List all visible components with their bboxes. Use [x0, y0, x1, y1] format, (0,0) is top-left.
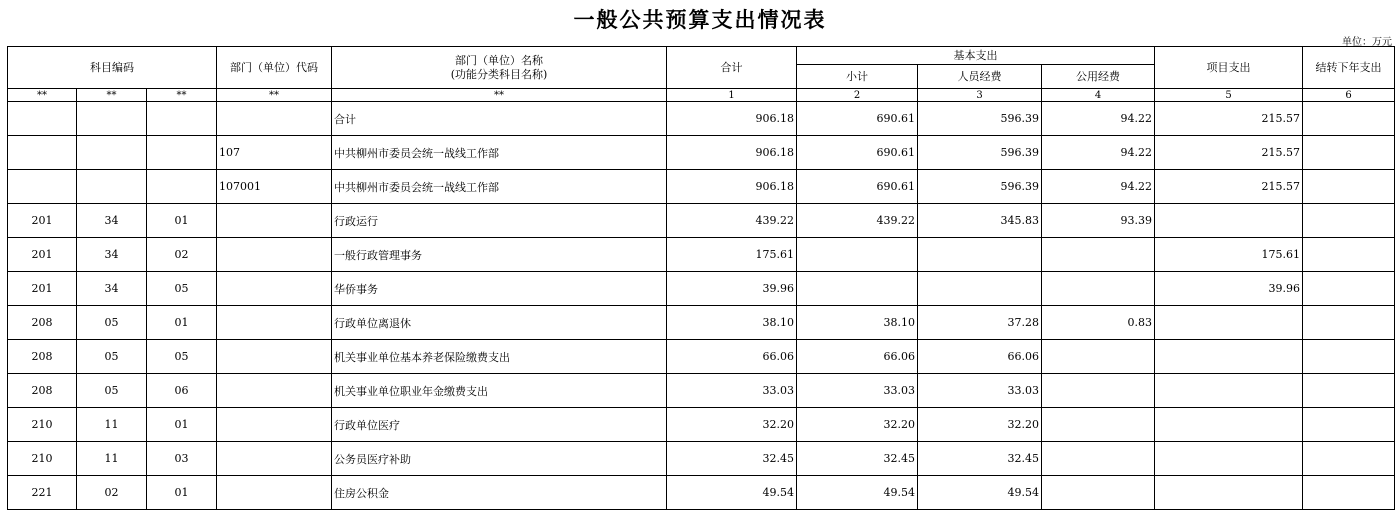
personnel-cell: 32.45: [918, 442, 1042, 476]
carryover-cell: [1303, 170, 1395, 204]
dept-name-cell: 行政运行: [332, 204, 667, 238]
total-cell: 49.54: [667, 476, 797, 510]
table-row: [8, 408, 1395, 442]
public-cell: [1042, 238, 1155, 272]
class-code-cell: [8, 136, 77, 170]
dept-code-cell: 107: [217, 136, 332, 170]
index-cell: 4: [1042, 89, 1155, 102]
dept-name-cell: 机关事业单位基本养老保险缴费支出: [332, 340, 667, 374]
sub-item-code-cell: 01: [147, 204, 217, 238]
item-code-cell: 05: [77, 374, 147, 408]
dept-name-cell: 行政单位离退休: [332, 306, 667, 340]
carryover-cell: [1303, 408, 1395, 442]
index-cell: **: [217, 89, 332, 102]
personnel-cell: 37.28: [918, 306, 1042, 340]
sub-item-code-cell: [147, 170, 217, 204]
dept-name-cell: 公务员医疗补助: [332, 442, 667, 476]
budget-table: [7, 46, 1395, 510]
dept-code-cell: [217, 374, 332, 408]
header-carryover: 结转下年支出: [1303, 47, 1395, 89]
dept-code-cell: [217, 204, 332, 238]
table-row: [8, 476, 1395, 510]
index-cell: 3: [918, 89, 1042, 102]
item-code-cell: 11: [77, 442, 147, 476]
carryover-cell: [1303, 340, 1395, 374]
project-cell: [1155, 408, 1303, 442]
table-row: [8, 170, 1395, 204]
carryover-cell: [1303, 306, 1395, 340]
index-cell: **: [8, 89, 77, 102]
project-cell: [1155, 306, 1303, 340]
public-cell: 94.22: [1042, 170, 1155, 204]
public-cell: [1042, 374, 1155, 408]
class-code-cell: 201: [8, 272, 77, 306]
dept-code-cell: [217, 306, 332, 340]
header-public: 公用经费: [1042, 65, 1155, 89]
index-row: [8, 89, 1395, 102]
sub-item-code-cell: [147, 102, 217, 136]
item-code-cell: 02: [77, 476, 147, 510]
carryover-cell: [1303, 102, 1395, 136]
total-cell: 39.96: [667, 272, 797, 306]
dept-code-cell: [217, 476, 332, 510]
personnel-cell: 66.06: [918, 340, 1042, 374]
sub-item-code-cell: 05: [147, 340, 217, 374]
class-code-cell: 201: [8, 238, 77, 272]
project-cell: [1155, 476, 1303, 510]
subtotal-cell: 439.22: [797, 204, 918, 238]
total-cell: 906.18: [667, 136, 797, 170]
index-cell: **: [77, 89, 147, 102]
table-row: [8, 306, 1395, 340]
header-basic: 基本支出: [797, 47, 1155, 65]
unit-label: 单位：万元: [1342, 37, 1392, 48]
subtotal-cell: 32.20: [797, 408, 918, 442]
subtotal-cell: 32.45: [797, 442, 918, 476]
header-personnel: 人员经费: [918, 65, 1042, 89]
dept-code-cell: [217, 272, 332, 306]
subtotal-cell: [797, 272, 918, 306]
class-code-cell: 210: [8, 408, 77, 442]
header-project: 项目支出: [1155, 47, 1303, 89]
header-subtotal: 小计: [797, 65, 918, 89]
subtotal-cell: 33.03: [797, 374, 918, 408]
public-cell: 0.83: [1042, 306, 1155, 340]
index-cell: **: [147, 89, 217, 102]
dept-name-cell: 机关事业单位职业年金缴费支出: [332, 374, 667, 408]
table-row: [8, 136, 1395, 170]
page-title: 一般公共预算支出情况表: [573, 8, 827, 32]
project-cell: 215.57: [1155, 136, 1303, 170]
total-cell: 33.03: [667, 374, 797, 408]
item-code-cell: 05: [77, 306, 147, 340]
subtotal-cell: 690.61: [797, 102, 918, 136]
sub-item-code-cell: 05: [147, 272, 217, 306]
header-dept-name-line1: 部门（单位）名称: [455, 53, 543, 67]
item-code-cell: 05: [77, 340, 147, 374]
sub-item-code-cell: 01: [147, 476, 217, 510]
index-cell: 1: [667, 89, 797, 102]
item-code-cell: [77, 102, 147, 136]
sub-item-code-cell: 01: [147, 408, 217, 442]
personnel-cell: 596.39: [918, 136, 1042, 170]
sub-item-code-cell: [147, 136, 217, 170]
personnel-cell: 345.83: [918, 204, 1042, 238]
carryover-cell: [1303, 374, 1395, 408]
index-cell: 2: [797, 89, 918, 102]
public-cell: [1042, 442, 1155, 476]
personnel-cell: [918, 272, 1042, 306]
project-cell: [1155, 374, 1303, 408]
table-row: [8, 340, 1395, 374]
table-row: [8, 272, 1395, 306]
total-cell: 439.22: [667, 204, 797, 238]
dept-name-cell: 住房公积金: [332, 476, 667, 510]
personnel-cell: [918, 238, 1042, 272]
class-code-cell: 208: [8, 374, 77, 408]
header-dept-name: [332, 47, 667, 89]
item-code-cell: [77, 136, 147, 170]
public-cell: [1042, 408, 1155, 442]
index-cell: 6: [1303, 89, 1395, 102]
item-code-cell: [77, 170, 147, 204]
public-cell: [1042, 476, 1155, 510]
subtotal-cell: 690.61: [797, 136, 918, 170]
public-cell: [1042, 340, 1155, 374]
personnel-cell: 33.03: [918, 374, 1042, 408]
item-code-cell: 34: [77, 204, 147, 238]
header-total: 合计: [667, 47, 797, 89]
project-cell: 215.57: [1155, 170, 1303, 204]
project-cell: [1155, 204, 1303, 238]
total-cell: 906.18: [667, 102, 797, 136]
item-code-cell: 34: [77, 272, 147, 306]
carryover-cell: [1303, 238, 1395, 272]
personnel-cell: 596.39: [918, 102, 1042, 136]
project-cell: [1155, 340, 1303, 374]
carryover-cell: [1303, 136, 1395, 170]
class-code-cell: 208: [8, 340, 77, 374]
table-row: [8, 204, 1395, 238]
carryover-cell: [1303, 442, 1395, 476]
header-dept-name-line2: (功能分类科目名称): [450, 67, 548, 81]
subtotal-cell: [797, 238, 918, 272]
header-dept-code: 部门（单位）代码: [217, 47, 332, 89]
dept-name-cell: 行政单位医疗: [332, 408, 667, 442]
dept-name-cell: 中共柳州市委员会统一战线工作部: [332, 136, 667, 170]
dept-name-cell: 中共柳州市委员会统一战线工作部: [332, 170, 667, 204]
index-cell: 5: [1155, 89, 1303, 102]
item-code-cell: 34: [77, 238, 147, 272]
class-code-cell: [8, 170, 77, 204]
carryover-cell: [1303, 476, 1395, 510]
header-subject-code: 科目编码: [8, 47, 217, 89]
project-cell: 175.61: [1155, 238, 1303, 272]
subtotal-cell: 38.10: [797, 306, 918, 340]
project-cell: 215.57: [1155, 102, 1303, 136]
personnel-cell: 49.54: [918, 476, 1042, 510]
index-cell: **: [332, 89, 667, 102]
subtotal-cell: 66.06: [797, 340, 918, 374]
total-cell: 66.06: [667, 340, 797, 374]
dept-code-cell: [217, 102, 332, 136]
dept-code-cell: [217, 238, 332, 272]
sub-item-code-cell: 03: [147, 442, 217, 476]
total-cell: 906.18: [667, 170, 797, 204]
public-cell: 94.22: [1042, 102, 1155, 136]
total-cell: 32.20: [667, 408, 797, 442]
public-cell: [1042, 272, 1155, 306]
personnel-cell: 596.39: [918, 170, 1042, 204]
table-row: [8, 238, 1395, 272]
dept-code-cell: 107001: [217, 170, 332, 204]
table-row: [8, 374, 1395, 408]
class-code-cell: 208: [8, 306, 77, 340]
dept-name-cell: 合计: [332, 102, 667, 136]
public-cell: 93.39: [1042, 204, 1155, 238]
item-code-cell: 11: [77, 408, 147, 442]
total-cell: 175.61: [667, 238, 797, 272]
table-row: [8, 102, 1395, 136]
sub-item-code-cell: 06: [147, 374, 217, 408]
carryover-cell: [1303, 272, 1395, 306]
sub-item-code-cell: 01: [147, 306, 217, 340]
public-cell: 94.22: [1042, 136, 1155, 170]
dept-name-cell: 华侨事务: [332, 272, 667, 306]
class-code-cell: 221: [8, 476, 77, 510]
carryover-cell: [1303, 204, 1395, 238]
dept-code-cell: [217, 340, 332, 374]
project-cell: [1155, 442, 1303, 476]
dept-name-cell: 一般行政管理事务: [332, 238, 667, 272]
dept-code-cell: [217, 442, 332, 476]
project-cell: 39.96: [1155, 272, 1303, 306]
subtotal-cell: 690.61: [797, 170, 918, 204]
personnel-cell: 32.20: [918, 408, 1042, 442]
table-row: [8, 442, 1395, 476]
dept-code-cell: [217, 408, 332, 442]
class-code-cell: 210: [8, 442, 77, 476]
table-body: [8, 102, 1395, 510]
class-code-cell: [8, 102, 77, 136]
class-code-cell: 201: [8, 204, 77, 238]
sub-item-code-cell: 02: [147, 238, 217, 272]
subtotal-cell: 49.54: [797, 476, 918, 510]
total-cell: 38.10: [667, 306, 797, 340]
total-cell: 32.45: [667, 442, 797, 476]
